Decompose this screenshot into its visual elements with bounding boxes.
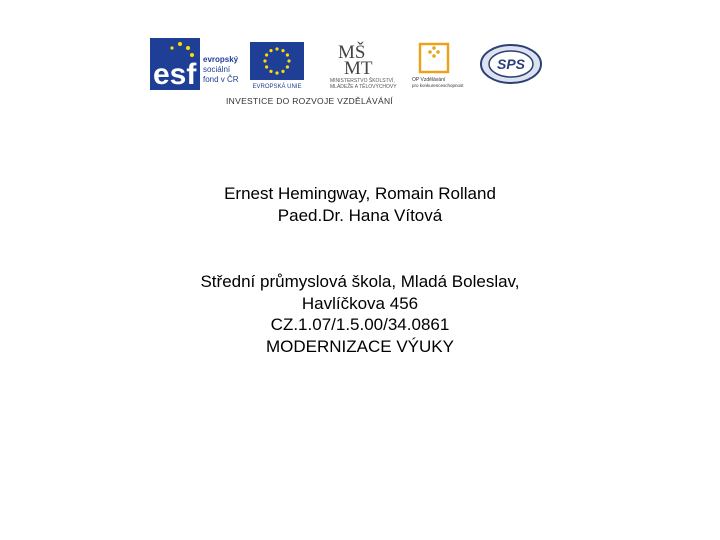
project-number-line: CZ.1.07/1.5.00/34.0861 [270, 315, 450, 334]
authors-line: Ernest Hemingway, Romain Rolland [224, 184, 496, 203]
op-vk-logo [408, 40, 470, 90]
school-name-line: Střední průmyslová škola, Mladá Boleslav, [200, 272, 520, 291]
esf-text-line3: fond v ČR [203, 75, 239, 84]
op-vk-caption-line1: OP Vzdělávání [412, 77, 446, 83]
op-vk-dots-icon [428, 46, 440, 58]
msmt-logo [330, 38, 402, 90]
project-title-line: MODERNIZACE VÝUKY [266, 336, 454, 356]
eu-flag-logo [250, 42, 304, 90]
eu-caption: EVROPSKÁ UNIE [252, 84, 302, 90]
esf-logo [150, 38, 246, 90]
msmt-caption-line2: MLÁDEŽE A TĚLOVÝCHOVY [330, 84, 397, 90]
logo-bar [150, 38, 550, 110]
school-block [0, 271, 720, 357]
msmt-caption-line1: MINISTERSTVO ŠKOLSTVÍ, [330, 78, 395, 84]
esf-text-line2: sociální [203, 65, 231, 74]
msmt-mark-top: MŠ [338, 42, 366, 63]
investment-tagline: INVESTICE DO ROZVOJE VZDĚLÁVÁNÍ [226, 96, 394, 106]
school-address-line: Havlíčkova 456 [301, 293, 419, 313]
teacher-line: Paed.Dr. Hana Vítová [277, 205, 443, 225]
esf-text-line1: evropský [203, 55, 239, 64]
op-vk-caption-line2: pro konkurenceschopnost [412, 83, 464, 88]
msmt-mark-bottom: MT [344, 58, 373, 79]
school-logo-mark: SPS [496, 56, 526, 72]
authors-block [0, 183, 720, 226]
esf-mark: esf [153, 58, 197, 90]
school-logo [480, 44, 542, 84]
